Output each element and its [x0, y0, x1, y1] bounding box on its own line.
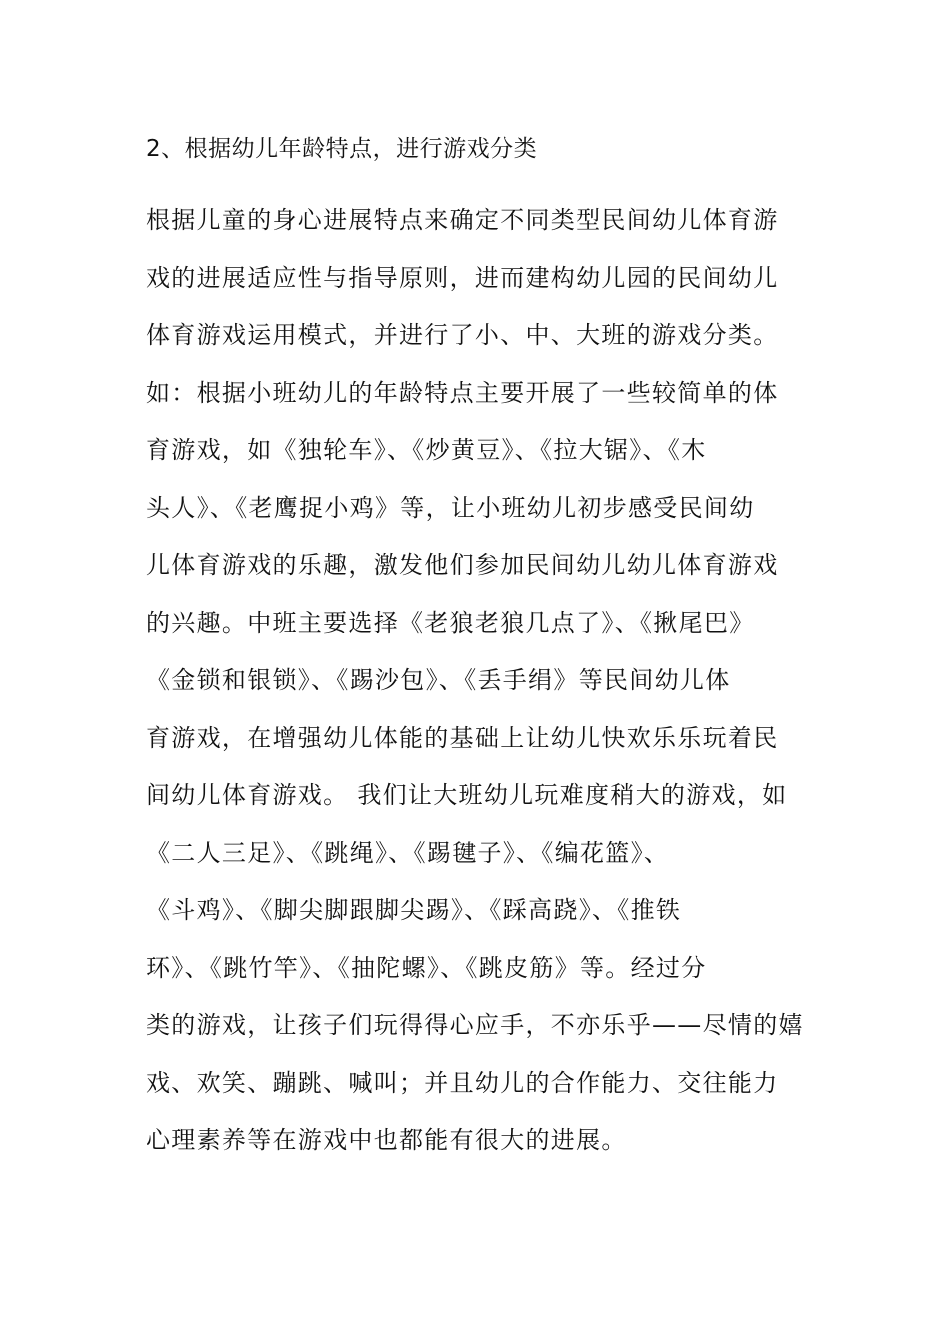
paragraph-line: 戏、欢笑、蹦跳、喊叫；并且幼儿的合作能力、交往能力	[146, 1068, 779, 1097]
paragraph-line: 儿体育游戏的乐趣，激发他们参加民间幼儿幼儿体育游戏	[146, 551, 779, 579]
paragraph-line: 头人》、《老鹰捉小鸡》等，让小班幼儿初步感受民间幼	[146, 493, 755, 522]
paragraph-line: 《二人三足》、《跳绳》、《踢毽子》、《编花篮》、	[146, 838, 670, 867]
paragraph-line: 的兴趣。中班主要选择《老狼老狼几点了》、《揪尾巴》	[146, 608, 755, 637]
body-paragraph	[146, 198, 816, 1176]
paragraph-line: 《金锁和银锁》、《踢沙包》、《丢手绢》等民间幼儿体	[146, 666, 731, 694]
paragraph-line: 根据儿童的身心进展特点来确定不同类型民间幼儿体育游	[146, 206, 779, 234]
paragraph-line: 心理素养等在游戏中也都能有很大的进展。	[146, 1126, 627, 1154]
paragraph-line: 育游戏，如《独轮车》、《炒黄豆》、《拉大锯》、《木	[146, 436, 707, 464]
paragraph-line: 环》、《跳竹竿》、《抽陀螺》、《跳皮筋》等。经过分	[146, 953, 707, 982]
paragraph-line: 间幼儿体育游戏。 我们让大班幼儿玩难度稍大的游戏，如	[146, 781, 788, 809]
section-heading: 2、根据幼儿年龄特点，进行游戏分类	[146, 136, 538, 162]
paragraph-line: 育游戏，在增强幼儿体能的基础上让幼儿快欢乐乐玩着民	[146, 723, 779, 752]
paragraph-line: 戏的进展适应性与指导原则，进而建构幼儿园的民间幼儿	[146, 263, 779, 292]
paragraph-line: 如：根据小班幼儿的年龄特点主要开展了一些较简单的体	[146, 378, 779, 407]
paragraph-line: 类的游戏，让孩子们玩得得心应手，不亦乐乎——尽情的嬉	[146, 1011, 804, 1039]
paragraph-line: 《斗鸡》、《脚尖脚跟脚尖踢》、《踩高跷》、《推铁	[146, 896, 682, 924]
paragraph-line: 体育游戏运用模式，并进行了小、中、大班的游戏分类。	[146, 321, 779, 349]
